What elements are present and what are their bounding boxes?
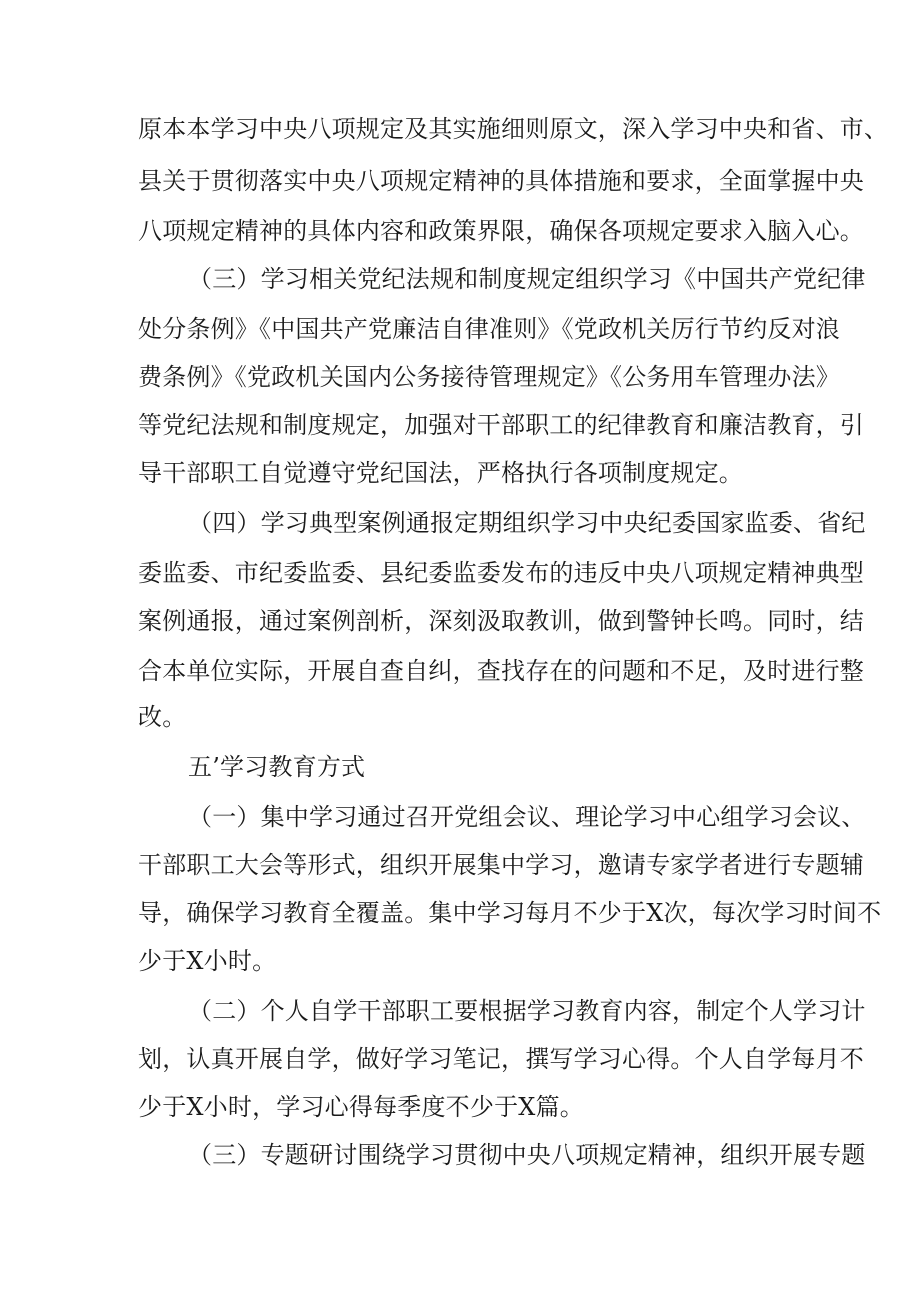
text-line: 等党纪法规和制度规定，加强对干部职工的纪律教育和廉洁教育，引 bbox=[138, 411, 864, 439]
chapter-heading-5: 五’学习教育方式 bbox=[188, 753, 366, 781]
text-line: 少于X小时，学习心得每季度不少于X篇。 bbox=[138, 1093, 584, 1121]
text-line: 干部职工大会等形式，组织开展集中学习，邀请专家学者进行专题辅 bbox=[138, 851, 864, 879]
text-line: 导，确保学习教育全覆盖。集中学习每月不少于X次，每次学习时间不 bbox=[138, 899, 882, 927]
section-heading-2: （二）个人自学干部职工要根据学习教育内容，制定个人学习计 bbox=[188, 997, 866, 1025]
text-line: 改。 bbox=[138, 703, 187, 731]
text-line: 八项规定精神的具体内容和政策界限，确保各项规定要求入脑入心。 bbox=[138, 217, 864, 245]
text-line: 委监委、市纪委监委、县纪委监委发布的违反中央八项规定精神典型 bbox=[138, 559, 864, 587]
section-heading-3: （三）学习相关党纪法规和制度规定组织学习《中国共产党纪律 bbox=[188, 265, 866, 293]
section-heading-4: （四）学习典型案例通报定期组织学习中央纪委国家监委、省纪 bbox=[188, 509, 866, 537]
text-line: 合本单位实际，开展自查自纠，查找存在的问题和不足，及时进行整 bbox=[138, 657, 864, 685]
text-line: 原本本学习中央八项规定及其实施细则原文，深入学习中央和省、市、 bbox=[138, 115, 889, 143]
text-line: 县关于贯彻落实中央八项规定精神的具体措施和要求，全面掌握中央 bbox=[138, 167, 864, 195]
text-line: 导干部职工自觉遵守党纪国法，严格执行各项制度规定。 bbox=[138, 459, 743, 487]
text-line: 案例通报，通过案例剖析，深刻汲取教训，做到警钟长鸣。同时，结 bbox=[138, 607, 864, 635]
text-line: 划，认真开展自学，做好学习笔记，撰写学习心得。个人自学每月不 bbox=[138, 1045, 864, 1073]
text-line: 处分条例》《中国共产党廉洁自律准则》《党政机关厉行节约反对浪 bbox=[138, 315, 840, 343]
section-heading-1: （一）集中学习通过召开党组会议、理论学习中心组学习会议、 bbox=[188, 803, 866, 831]
text-line: 少于X小时。 bbox=[138, 947, 277, 975]
text-line: 费条例》《党政机关国内公务接待管理规定》《公务用车管理办法》 bbox=[138, 363, 840, 391]
section-heading-3b: （三）专题研讨围绕学习贯彻中央八项规定精神，组织开展专题 bbox=[188, 1141, 866, 1169]
